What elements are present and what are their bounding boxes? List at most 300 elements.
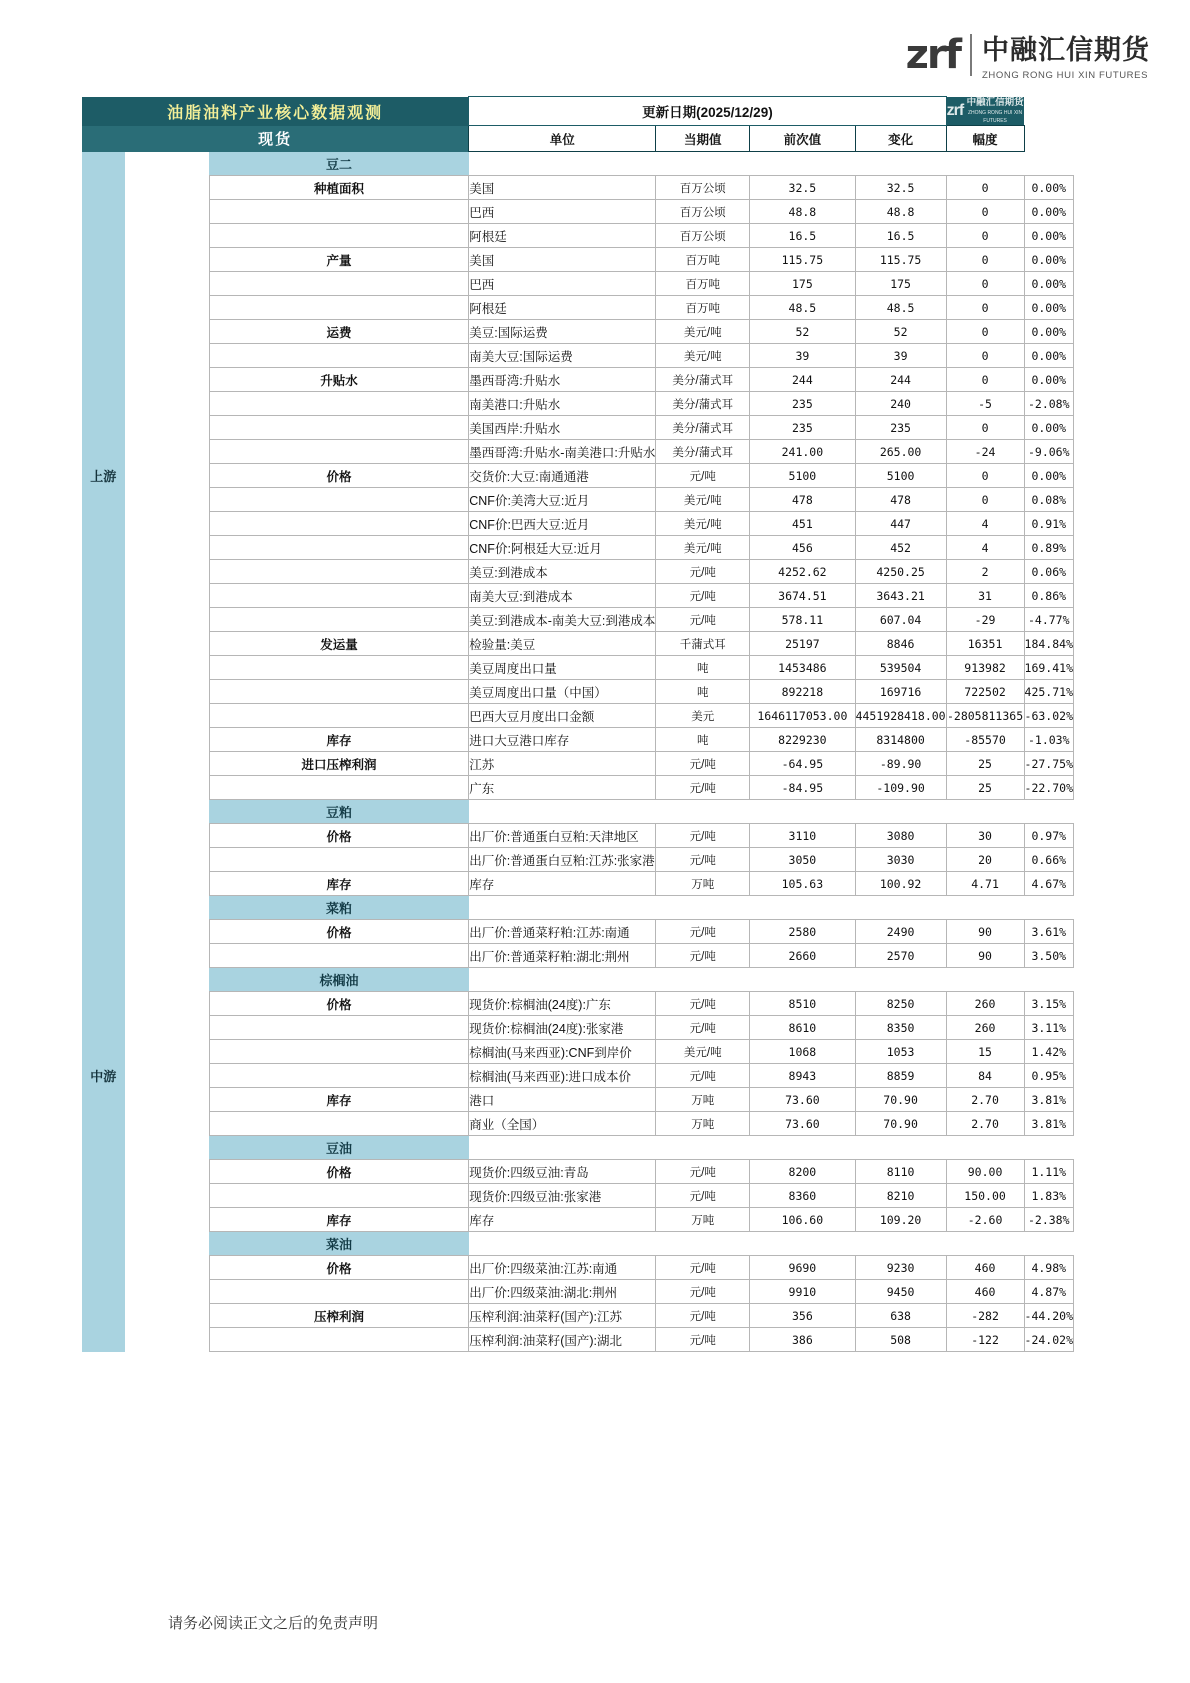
row-label: 价格 bbox=[209, 920, 468, 944]
row-spacer bbox=[125, 1064, 210, 1088]
row-unit: 美元/吨 bbox=[656, 512, 750, 536]
row-label bbox=[209, 200, 468, 224]
table-row bbox=[82, 488, 1074, 512]
row-item: 出厂价:四级菜油:湖北:荆州 bbox=[469, 1280, 656, 1304]
table-row bbox=[82, 176, 1074, 200]
table-row bbox=[82, 1016, 1074, 1040]
row-spacer bbox=[125, 1040, 210, 1064]
row-previous: 4250.25 bbox=[855, 560, 946, 584]
row-item: CNF价:巴西大豆:近月 bbox=[469, 512, 656, 536]
row-percent: -22.70% bbox=[1024, 776, 1073, 800]
row-previous: 70.90 bbox=[855, 1112, 946, 1136]
row-item: 美豆:国际运费 bbox=[469, 320, 656, 344]
report-title: 油脂油料产业核心数据观测 bbox=[82, 97, 469, 126]
table-row bbox=[82, 728, 1074, 752]
row-current: 8510 bbox=[750, 992, 855, 1016]
table-row bbox=[82, 224, 1074, 248]
row-spacer bbox=[125, 992, 210, 1016]
row-change: 90 bbox=[946, 920, 1024, 944]
group-spacer bbox=[125, 896, 210, 920]
row-change: 0 bbox=[946, 416, 1024, 440]
row-previous: 8250 bbox=[855, 992, 946, 1016]
row-previous: 5100 bbox=[855, 464, 946, 488]
row-unit: 美元/吨 bbox=[656, 536, 750, 560]
row-previous: 2570 bbox=[855, 944, 946, 968]
table-row bbox=[82, 608, 1074, 632]
row-spacer bbox=[125, 488, 210, 512]
row-spacer bbox=[125, 728, 210, 752]
row-change: 0 bbox=[946, 272, 1024, 296]
row-previous: 3080 bbox=[855, 824, 946, 848]
row-change: 90 bbox=[946, 944, 1024, 968]
row-previous: 39 bbox=[855, 344, 946, 368]
row-item: 南美大豆:国际运费 bbox=[469, 344, 656, 368]
row-current: 9690 bbox=[750, 1256, 855, 1280]
row-unit: 元/吨 bbox=[656, 464, 750, 488]
row-unit: 元/吨 bbox=[656, 920, 750, 944]
row-current: 32.5 bbox=[750, 176, 855, 200]
row-previous: 452 bbox=[855, 536, 946, 560]
row-spacer bbox=[125, 704, 210, 728]
row-change: 4 bbox=[946, 512, 1024, 536]
row-label bbox=[209, 1040, 468, 1064]
row-current: -64.95 bbox=[750, 752, 855, 776]
row-item: 出厂价:普通蛋白豆粕:江苏:张家港 bbox=[469, 848, 656, 872]
row-current: 4252.62 bbox=[750, 560, 855, 584]
group-blank bbox=[469, 1136, 1024, 1160]
row-current: 39 bbox=[750, 344, 855, 368]
row-current: 456 bbox=[750, 536, 855, 560]
group-spacer bbox=[125, 800, 210, 824]
row-current: 451 bbox=[750, 512, 855, 536]
row-unit: 元/吨 bbox=[656, 752, 750, 776]
row-current: 73.60 bbox=[750, 1112, 855, 1136]
table-row bbox=[82, 272, 1074, 296]
row-item: 出厂价:普通菜籽粕:湖北:荆州 bbox=[469, 944, 656, 968]
row-percent: -27.75% bbox=[1024, 752, 1073, 776]
row-current: 175 bbox=[750, 272, 855, 296]
row-item: 现货价:四级豆油:青岛 bbox=[469, 1160, 656, 1184]
row-current: 25197 bbox=[750, 632, 855, 656]
row-percent: 4.87% bbox=[1024, 1280, 1073, 1304]
row-change: 90.00 bbox=[946, 1160, 1024, 1184]
row-current: 8360 bbox=[750, 1184, 855, 1208]
row-spacer bbox=[125, 1208, 210, 1232]
section-label: 现货 bbox=[82, 126, 469, 152]
row-spacer bbox=[125, 200, 210, 224]
row-change: -122 bbox=[946, 1328, 1024, 1352]
row-current: 115.75 bbox=[750, 248, 855, 272]
row-item: CNF价:美湾大豆:近月 bbox=[469, 488, 656, 512]
row-unit: 万吨 bbox=[656, 872, 750, 896]
row-change: 460 bbox=[946, 1280, 1024, 1304]
group-title: 菜油 bbox=[209, 1232, 468, 1256]
row-spacer bbox=[125, 1280, 210, 1304]
row-previous: 48.5 bbox=[855, 296, 946, 320]
row-label bbox=[209, 392, 468, 416]
row-item: 墨西哥湾:升贴水 bbox=[469, 368, 656, 392]
row-item: 压榨利润:油菜籽(国产):湖北 bbox=[469, 1328, 656, 1352]
table-row bbox=[82, 560, 1074, 584]
row-change: 0 bbox=[946, 464, 1024, 488]
row-current: 9910 bbox=[750, 1280, 855, 1304]
row-previous: 2490 bbox=[855, 920, 946, 944]
group-blank bbox=[469, 1232, 1024, 1256]
row-label bbox=[209, 1184, 468, 1208]
row-percent: -9.06% bbox=[1024, 440, 1073, 464]
row-unit: 元/吨 bbox=[656, 1160, 750, 1184]
group-spacer bbox=[125, 1136, 210, 1160]
row-spacer bbox=[125, 656, 210, 680]
group-blank bbox=[469, 152, 1024, 176]
row-percent: 0.00% bbox=[1024, 176, 1073, 200]
row-previous: 115.75 bbox=[855, 248, 946, 272]
group-title-row bbox=[82, 968, 1074, 992]
row-current: 356 bbox=[750, 1304, 855, 1328]
row-change: 4 bbox=[946, 536, 1024, 560]
row-change: 0 bbox=[946, 248, 1024, 272]
row-change: 0 bbox=[946, 176, 1024, 200]
row-current: 106.60 bbox=[750, 1208, 855, 1232]
row-previous: 48.8 bbox=[855, 200, 946, 224]
row-change: 0 bbox=[946, 224, 1024, 248]
row-unit: 吨 bbox=[656, 656, 750, 680]
table-row bbox=[82, 1088, 1074, 1112]
row-label: 升贴水 bbox=[209, 368, 468, 392]
logo-mark-icon: zrf bbox=[905, 31, 960, 78]
table-row bbox=[82, 1304, 1074, 1328]
row-change: -2805811365 bbox=[946, 704, 1024, 728]
row-spacer bbox=[125, 464, 210, 488]
row-spacer bbox=[125, 272, 210, 296]
row-percent: 3.61% bbox=[1024, 920, 1073, 944]
row-label bbox=[209, 224, 468, 248]
row-label: 库存 bbox=[209, 1088, 468, 1112]
row-previous: -109.90 bbox=[855, 776, 946, 800]
row-percent: -2.08% bbox=[1024, 392, 1073, 416]
row-change: 2.70 bbox=[946, 1088, 1024, 1112]
group-title: 豆二 bbox=[209, 152, 468, 176]
row-label bbox=[209, 944, 468, 968]
row-current: 1453486 bbox=[750, 656, 855, 680]
row-change: 16351 bbox=[946, 632, 1024, 656]
row-current: 8610 bbox=[750, 1016, 855, 1040]
row-item: 美豆:到港成本-南美大豆:到港成本 bbox=[469, 608, 656, 632]
row-unit: 元/吨 bbox=[656, 1016, 750, 1040]
row-previous: 8110 bbox=[855, 1160, 946, 1184]
group-title: 豆粕 bbox=[209, 800, 468, 824]
row-item: 出厂价:普通菜籽粕:江苏:南通 bbox=[469, 920, 656, 944]
update-date: 更新日期(2025/12/29) bbox=[469, 97, 946, 126]
row-previous: 4451928418.00 bbox=[855, 704, 946, 728]
row-label bbox=[209, 1280, 468, 1304]
row-unit: 元/吨 bbox=[656, 1328, 750, 1352]
row-previous: 175 bbox=[855, 272, 946, 296]
row-percent: 184.84% bbox=[1024, 632, 1073, 656]
row-percent: 0.89% bbox=[1024, 536, 1073, 560]
row-label bbox=[209, 584, 468, 608]
row-previous: 1053 bbox=[855, 1040, 946, 1064]
group-title: 棕榈油 bbox=[209, 968, 468, 992]
row-previous: 265.00 bbox=[855, 440, 946, 464]
row-item: 商业（全国） bbox=[469, 1112, 656, 1136]
row-current: 386 bbox=[750, 1328, 855, 1352]
group-title-row bbox=[82, 1136, 1074, 1160]
table-row bbox=[82, 320, 1074, 344]
row-item: 美国 bbox=[469, 176, 656, 200]
row-percent: 3.81% bbox=[1024, 1088, 1073, 1112]
row-current: 73.60 bbox=[750, 1088, 855, 1112]
row-percent: 1.42% bbox=[1024, 1040, 1073, 1064]
row-percent: 3.81% bbox=[1024, 1112, 1073, 1136]
row-unit: 万吨 bbox=[656, 1112, 750, 1136]
table-row bbox=[82, 656, 1074, 680]
row-change: -85570 bbox=[946, 728, 1024, 752]
row-current: 5100 bbox=[750, 464, 855, 488]
column-header-4: 幅度 bbox=[946, 126, 1024, 152]
row-item: 现货价:四级豆油:张家港 bbox=[469, 1184, 656, 1208]
row-percent: 0.97% bbox=[1024, 824, 1073, 848]
table-row bbox=[82, 1064, 1074, 1088]
row-unit: 元/吨 bbox=[656, 560, 750, 584]
row-previous: 3643.21 bbox=[855, 584, 946, 608]
row-spacer bbox=[125, 1112, 210, 1136]
row-change: 0 bbox=[946, 368, 1024, 392]
row-label: 库存 bbox=[209, 872, 468, 896]
row-item: 进口大豆港口库存 bbox=[469, 728, 656, 752]
row-change: 20 bbox=[946, 848, 1024, 872]
footnote: 请务必阅读正文之后的免责声明 bbox=[168, 1615, 379, 1632]
row-change: 25 bbox=[946, 776, 1024, 800]
row-previous: 70.90 bbox=[855, 1088, 946, 1112]
row-unit: 美元 bbox=[656, 704, 750, 728]
row-previous: 244 bbox=[855, 368, 946, 392]
row-previous: 8846 bbox=[855, 632, 946, 656]
group-blank bbox=[469, 968, 1024, 992]
row-spacer bbox=[125, 824, 210, 848]
row-label bbox=[209, 1064, 468, 1088]
mini-logo: zrf 中融汇信期货 ZHONG RONG HUI XIN FUTURES bbox=[946, 97, 1024, 124]
column-header-2: 前次值 bbox=[750, 126, 855, 152]
row-percent: 0.08% bbox=[1024, 488, 1073, 512]
row-previous: 638 bbox=[855, 1304, 946, 1328]
row-previous: 8350 bbox=[855, 1016, 946, 1040]
table-row bbox=[82, 992, 1074, 1016]
row-label: 库存 bbox=[209, 1208, 468, 1232]
row-previous: 508 bbox=[855, 1328, 946, 1352]
row-previous: 235 bbox=[855, 416, 946, 440]
row-change: 260 bbox=[946, 1016, 1024, 1040]
row-label: 产量 bbox=[209, 248, 468, 272]
group-title: 菜粕 bbox=[209, 896, 468, 920]
row-previous: 607.04 bbox=[855, 608, 946, 632]
table-row bbox=[82, 584, 1074, 608]
row-unit: 美元/吨 bbox=[656, 1040, 750, 1064]
row-spacer bbox=[125, 752, 210, 776]
row-unit: 美分/蒲式耳 bbox=[656, 368, 750, 392]
row-item: 美国 bbox=[469, 248, 656, 272]
row-current: 3050 bbox=[750, 848, 855, 872]
row-change: 0 bbox=[946, 296, 1024, 320]
row-change: 4.71 bbox=[946, 872, 1024, 896]
row-label bbox=[209, 680, 468, 704]
row-spacer bbox=[125, 584, 210, 608]
row-current: 241.00 bbox=[750, 440, 855, 464]
row-change: 84 bbox=[946, 1064, 1024, 1088]
row-unit: 百万吨 bbox=[656, 248, 750, 272]
row-unit: 元/吨 bbox=[656, 824, 750, 848]
table-row bbox=[82, 1280, 1074, 1304]
row-label bbox=[209, 656, 468, 680]
row-previous: 8314800 bbox=[855, 728, 946, 752]
row-change: -29 bbox=[946, 608, 1024, 632]
table-row bbox=[82, 392, 1074, 416]
group-blank bbox=[469, 896, 1024, 920]
row-percent: 425.71% bbox=[1024, 680, 1073, 704]
row-percent: 0.86% bbox=[1024, 584, 1073, 608]
row-label bbox=[209, 272, 468, 296]
row-spacer bbox=[125, 1304, 210, 1328]
row-current: 105.63 bbox=[750, 872, 855, 896]
row-previous: -89.90 bbox=[855, 752, 946, 776]
row-unit: 吨 bbox=[656, 728, 750, 752]
group-spacer bbox=[125, 968, 210, 992]
row-current: 8229230 bbox=[750, 728, 855, 752]
row-spacer bbox=[125, 416, 210, 440]
row-item: 阿根廷 bbox=[469, 296, 656, 320]
row-previous: 9450 bbox=[855, 1280, 946, 1304]
row-unit: 元/吨 bbox=[656, 848, 750, 872]
group-title-row bbox=[82, 800, 1074, 824]
row-item: 美豆:到港成本 bbox=[469, 560, 656, 584]
row-change: 25 bbox=[946, 752, 1024, 776]
row-spacer bbox=[125, 1184, 210, 1208]
row-unit: 元/吨 bbox=[656, 1280, 750, 1304]
row-change: 2.70 bbox=[946, 1112, 1024, 1136]
row-spacer bbox=[125, 440, 210, 464]
group-title-row bbox=[82, 896, 1074, 920]
row-unit: 百万公顷 bbox=[656, 200, 750, 224]
row-percent: 1.83% bbox=[1024, 1184, 1073, 1208]
row-spacer bbox=[125, 512, 210, 536]
row-change: 150.00 bbox=[946, 1184, 1024, 1208]
row-label: 压榨利润 bbox=[209, 1304, 468, 1328]
row-unit: 元/吨 bbox=[656, 584, 750, 608]
row-unit: 万吨 bbox=[656, 1088, 750, 1112]
row-current: 48.8 bbox=[750, 200, 855, 224]
row-current: 578.11 bbox=[750, 608, 855, 632]
row-change: 0 bbox=[946, 320, 1024, 344]
row-unit: 百万公顷 bbox=[656, 176, 750, 200]
group-spacer bbox=[125, 1232, 210, 1256]
row-spacer bbox=[125, 1088, 210, 1112]
row-spacer bbox=[125, 920, 210, 944]
row-percent: 4.67% bbox=[1024, 872, 1073, 896]
row-change: -24 bbox=[946, 440, 1024, 464]
row-spacer bbox=[125, 1256, 210, 1280]
table-row bbox=[82, 248, 1074, 272]
row-change: 913982 bbox=[946, 656, 1024, 680]
row-label bbox=[209, 416, 468, 440]
row-item: 现货价:棕榈油(24度):张家港 bbox=[469, 1016, 656, 1040]
row-unit: 美元/吨 bbox=[656, 344, 750, 368]
table-row bbox=[82, 1040, 1074, 1064]
row-unit: 千蒲式耳 bbox=[656, 632, 750, 656]
row-item: 巴西 bbox=[469, 272, 656, 296]
row-current: 235 bbox=[750, 416, 855, 440]
table-row bbox=[82, 632, 1074, 656]
row-current: 48.5 bbox=[750, 296, 855, 320]
column-header-row bbox=[82, 126, 1074, 152]
table-row bbox=[82, 1328, 1074, 1352]
row-percent: -63.02% bbox=[1024, 704, 1073, 728]
row-percent: 4.98% bbox=[1024, 1256, 1073, 1280]
row-unit: 元/吨 bbox=[656, 776, 750, 800]
row-percent: 0.95% bbox=[1024, 1064, 1073, 1088]
table-row bbox=[82, 1184, 1074, 1208]
table-row bbox=[82, 296, 1074, 320]
row-current: 8200 bbox=[750, 1160, 855, 1184]
row-percent: 0.00% bbox=[1024, 344, 1073, 368]
row-unit: 元/吨 bbox=[656, 1184, 750, 1208]
company-logo bbox=[906, 28, 1150, 81]
row-percent: 0.00% bbox=[1024, 272, 1073, 296]
row-label: 价格 bbox=[209, 1160, 468, 1184]
table-row bbox=[82, 536, 1074, 560]
row-label bbox=[209, 1112, 468, 1136]
row-spacer bbox=[125, 1328, 210, 1352]
group-spacer bbox=[125, 152, 210, 176]
table-row bbox=[82, 824, 1074, 848]
row-current: 16.5 bbox=[750, 224, 855, 248]
row-spacer bbox=[125, 392, 210, 416]
row-spacer bbox=[125, 248, 210, 272]
row-percent: 1.11% bbox=[1024, 1160, 1073, 1184]
table-row bbox=[82, 872, 1074, 896]
row-change: 0 bbox=[946, 344, 1024, 368]
row-item: 港口 bbox=[469, 1088, 656, 1112]
row-unit: 吨 bbox=[656, 680, 750, 704]
row-item: 南美大豆:到港成本 bbox=[469, 584, 656, 608]
row-previous: 32.5 bbox=[855, 176, 946, 200]
row-unit: 美元/吨 bbox=[656, 320, 750, 344]
row-previous: 52 bbox=[855, 320, 946, 344]
row-percent: 0.00% bbox=[1024, 368, 1073, 392]
row-unit: 元/吨 bbox=[656, 1064, 750, 1088]
row-spacer bbox=[125, 632, 210, 656]
row-previous: 478 bbox=[855, 488, 946, 512]
row-previous: 169716 bbox=[855, 680, 946, 704]
column-header-1: 当期值 bbox=[656, 126, 750, 152]
row-previous: 109.20 bbox=[855, 1208, 946, 1232]
row-unit: 美分/蒲式耳 bbox=[656, 392, 750, 416]
column-header-3: 变化 bbox=[855, 126, 946, 152]
row-percent: 3.15% bbox=[1024, 992, 1073, 1016]
row-previous: 9230 bbox=[855, 1256, 946, 1280]
row-current: 3110 bbox=[750, 824, 855, 848]
row-label bbox=[209, 776, 468, 800]
row-spacer bbox=[125, 320, 210, 344]
row-current: 2580 bbox=[750, 920, 855, 944]
row-label bbox=[209, 1328, 468, 1352]
row-spacer bbox=[125, 848, 210, 872]
row-label: 价格 bbox=[209, 464, 468, 488]
row-percent: 0.00% bbox=[1024, 248, 1073, 272]
row-change: 0 bbox=[946, 488, 1024, 512]
row-item: CNF价:阿根廷大豆:近月 bbox=[469, 536, 656, 560]
row-percent: 3.50% bbox=[1024, 944, 1073, 968]
row-current: 1646117053.00 bbox=[750, 704, 855, 728]
